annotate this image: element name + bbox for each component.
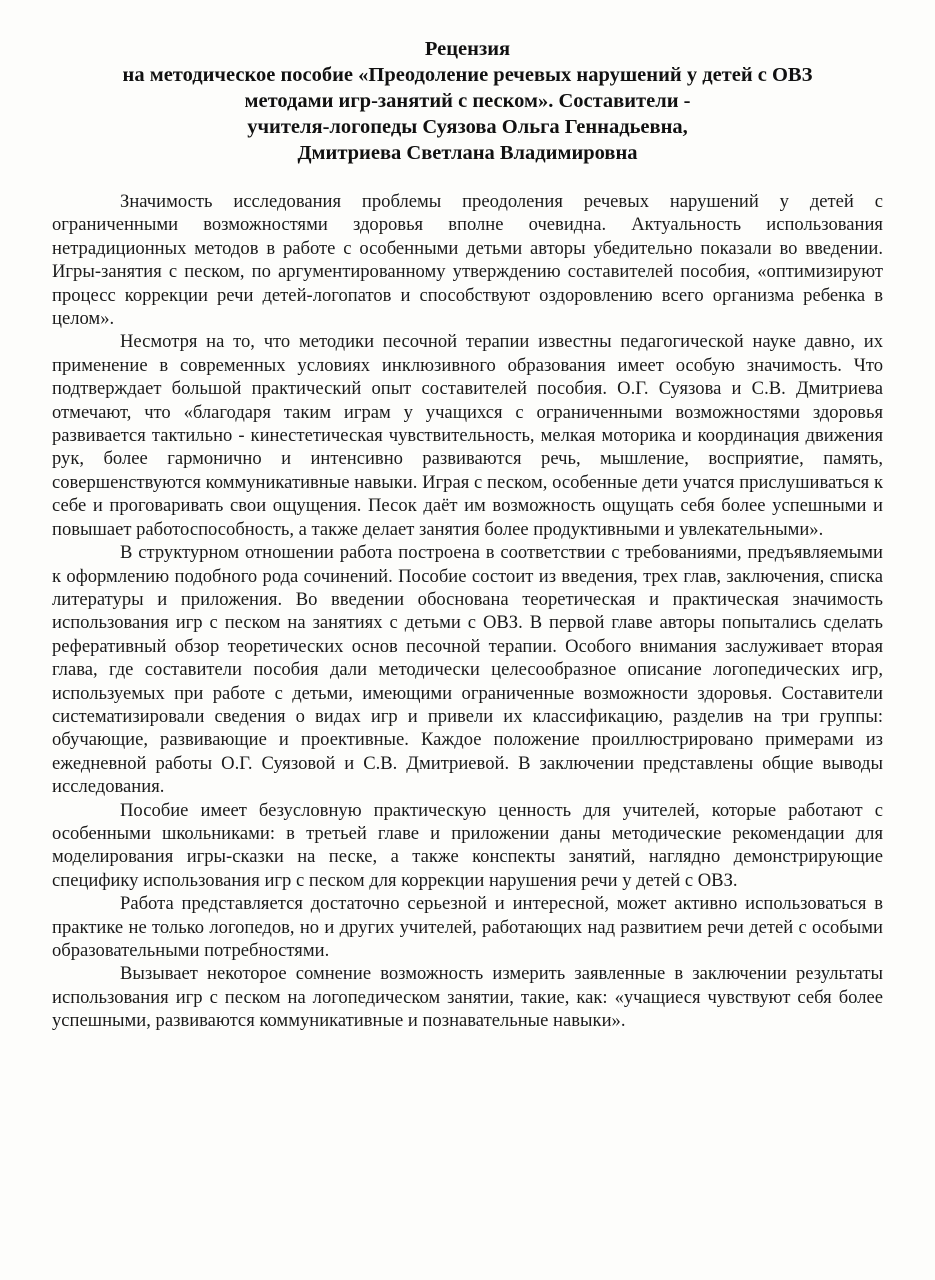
document-body [52, 190, 883, 1033]
body-paragraph: Вызывает некоторое сомнение возможность измерить заявленные в заключении результаты использования игр с песком на логопедическом занятии, такие, как: «учащиеся чувствуют себя более успешными, развиваются коммуникативные и познавательные навыки». [52, 963, 883, 1032]
body-paragraph: Значимость исследования проблемы преодоления речевых нарушений у детей с ограниченными возможностями здоровья вполне очевидна. Актуальность использования нетрадиционных методов в работе с особенными детьми авторы убедительно показали во введении. Игры-занятия с песком, по аргументированному утверждению составителей пособия, «оптимизируют процесс коррекции речи детей-логопатов и способствуют оздоровлению всего организма ребенка в целом». [52, 191, 883, 330]
title-line: учителя-логопеды Суязова Ольга Геннадьевна, [247, 116, 688, 138]
title-line: Дмитриева Светлана Владимировна [297, 142, 638, 164]
body-paragraph: Несмотря на то, что методики песочной терапии известны педагогической науке давно, их применение в современных условиях инклюзивного образования имеет особую значимость. Что подтверждает большой практический опыт составителей пособия. О.Г. Суязова и С.В. Дмитриева отмечают, что «благодаря таким играм у учащихся с ограниченными возможностями здоровья развивается тактильно - кинестетическая чувствительность, мелкая моторика и координация движения рук, более гармонично и интенсивно развиваются речь, мышление, восприятие, память, совершенствуются коммуникативные навыки. Играя с песком, особенные дети учатся прислушиваться к себе и проговаривать свои ощущения. Песок даёт им возможность ощущать себя более успешными и повышает работоспособность, а также делает занятия более продуктивными и увлекательными». [52, 331, 883, 540]
title-line: Рецензия [424, 38, 511, 60]
title-line: на методическое пособие «Преодоление речевых нарушений у детей с ОВЗ [122, 64, 813, 86]
title-line: методами игр-занятий с песком». Составители - [244, 90, 691, 112]
body-paragraph: Пособие имеет безусловную практическую ценность для учителей, которые работают с особенными школьниками: в третьей главе и приложении даны методические рекомендации для моделирования игры-сказки на песке, а также конспекты занятий, наглядно демонстрирующие специфику использования игр с песком для коррекции нарушения речи у детей с ОВЗ. [52, 799, 883, 891]
body-paragraph: Работа представляется достаточно серьезной и интересной, может активно использоваться в практике не только логопедов, но и других учителей, работающих над развитием речи детей с особыми образовательными потребностями. [52, 893, 883, 961]
document-title [52, 36, 883, 166]
body-paragraph: В структурном отношении работа построена в соответствии с требованиями, предъявляемыми к оформлению подобного рода сочинений. Пособие состоит из введения, трех глав, заключения, списка литературы и приложения. Во введении обоснована теоретическая и практическая значимость использования игр с песком на занятиях с детьми с ОВЗ. В первой главе авторы попытались сделать реферативный обзор теоретических основ песочной терапии. Особого внимания заслуживает вторая глава, где составители пособия дали методически целесообразное описание логопедических игр, используемых при работе с детьми, имеющими ограниченные возможности здоровья. Составители систематизировали сведения о видах игр и привели их классификацию, разделив на три группы: обучающие, развивающие и проективные. Каждое положение проиллюстрировано примерами из ежедневной работы О.Г. Суязовой и С.В. Дмитриевой. В заключении представлены общие выводы исследования. [52, 542, 883, 798]
